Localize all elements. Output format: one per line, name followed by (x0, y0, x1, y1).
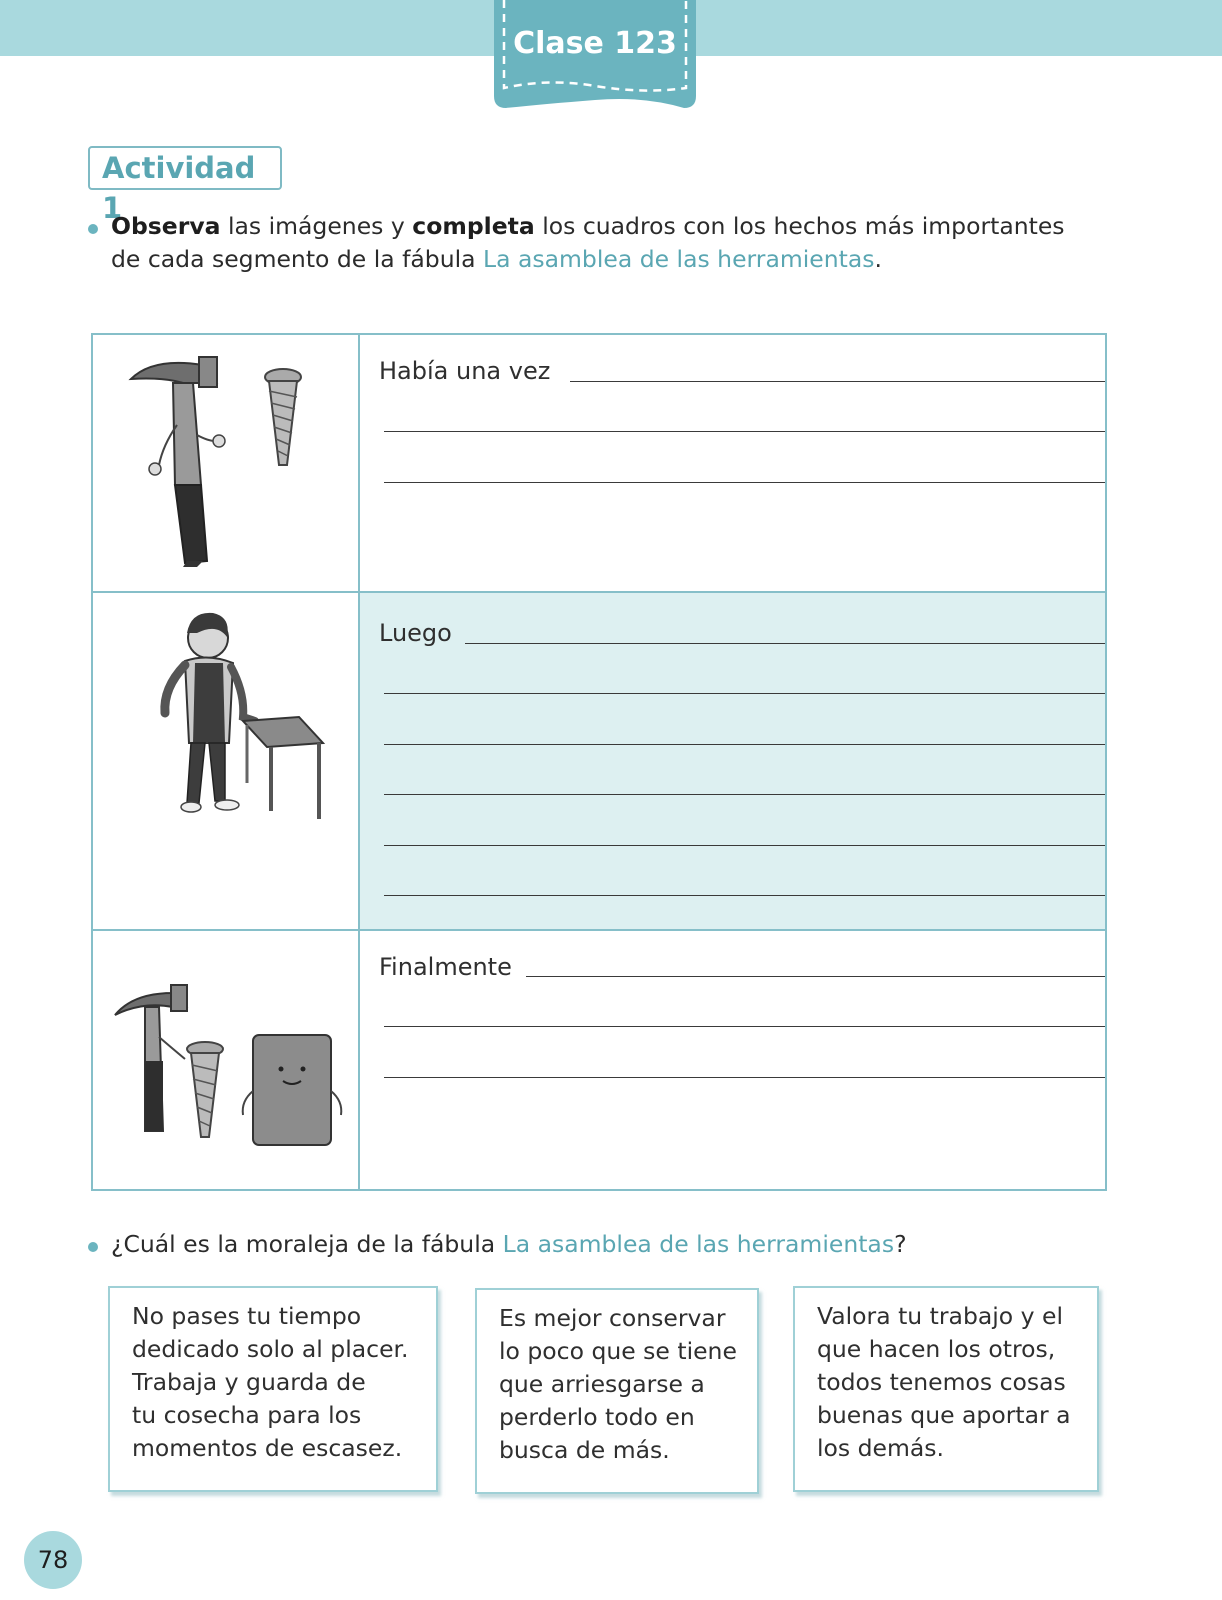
option-text-line: lo poco que se tiene (499, 1337, 737, 1365)
option-text-line: que arriesgarse a (499, 1370, 705, 1398)
carpenter-image (93, 593, 358, 931)
answer-line[interactable] (384, 431, 1105, 432)
story-table (91, 333, 1107, 1191)
bullet-icon (88, 1242, 98, 1252)
option-text-line: perderlo todo en (499, 1403, 695, 1431)
answer-line[interactable] (384, 794, 1105, 795)
instruction (88, 210, 1098, 276)
answer-line[interactable] (384, 744, 1105, 745)
option-text-line: buenas que aportar a (817, 1401, 1071, 1429)
fable-title: La asamblea de las herramientas (483, 245, 875, 273)
story-row-ending (93, 929, 1105, 1191)
answer-line[interactable] (384, 482, 1105, 483)
instruction-end: . (874, 245, 882, 273)
answer-line[interactable] (384, 1077, 1105, 1078)
moral-option-1[interactable] (108, 1286, 438, 1492)
question-end: ? (894, 1230, 907, 1258)
answer-lines[interactable] (360, 335, 1105, 591)
bullet-icon (88, 224, 98, 234)
option-text-line: Es mejor conservar (499, 1304, 726, 1332)
question-text: ¿Cuál es la moraleja de la fábula (111, 1230, 503, 1258)
answer-line[interactable] (384, 1026, 1105, 1027)
fable-title: La asamblea de las herramientas (502, 1230, 895, 1258)
option-text-line: No pases tu tiempo (132, 1302, 362, 1330)
option-text-line: busca de más. (499, 1436, 670, 1464)
instruction-text: las imágenes y (220, 212, 413, 240)
answer-line[interactable] (465, 643, 1105, 644)
option-text-line: Valora tu trabajo y el (817, 1302, 1064, 1330)
option-text-line: momentos de escasez. (132, 1434, 403, 1462)
story-row-beginning (93, 335, 1105, 591)
answer-line[interactable] (384, 895, 1105, 896)
clase-badge (494, 0, 696, 110)
option-text-line: tu cosecha para los (132, 1401, 362, 1429)
option-text-line: Trabaja y guarda de (132, 1368, 366, 1396)
instruction-verb-complete: completa (412, 212, 535, 240)
prompt-ending: Finalmente (379, 953, 512, 981)
option-text-line: dedicado solo al placer. (132, 1335, 409, 1363)
answer-line[interactable] (526, 976, 1105, 977)
answer-line[interactable] (384, 845, 1105, 846)
moral-option-3[interactable] (793, 1286, 1099, 1492)
prompt-beginning: Había una vez (379, 357, 551, 385)
prompt-middle: Luego (379, 619, 452, 647)
table-divider (358, 335, 360, 1189)
hammer-screw-image (93, 335, 358, 591)
answer-lines[interactable] (360, 593, 1105, 931)
option-text-line: todos tenemos cosas (817, 1368, 1066, 1396)
moral-option-2[interactable] (475, 1288, 759, 1494)
option-text-line: los demás. (817, 1434, 945, 1462)
instruction-verb-observe: Observa (111, 212, 221, 240)
clase-title: Clase 123 (513, 26, 677, 61)
activity-title: Actividad 1 (88, 146, 282, 190)
page-number: 78 (24, 1531, 82, 1589)
moral-question (88, 1228, 1098, 1261)
hammer-screw-sandpaper-image (93, 931, 358, 1191)
story-row-middle (93, 591, 1105, 931)
answer-line[interactable] (384, 693, 1105, 694)
answer-lines[interactable] (360, 931, 1105, 1191)
answer-line[interactable] (570, 381, 1105, 382)
instruction-text: los cuadros con los hechos más importantes de cada segmento de la fábula (111, 212, 1065, 273)
option-text-line: que hacen los otros, (817, 1335, 1056, 1363)
